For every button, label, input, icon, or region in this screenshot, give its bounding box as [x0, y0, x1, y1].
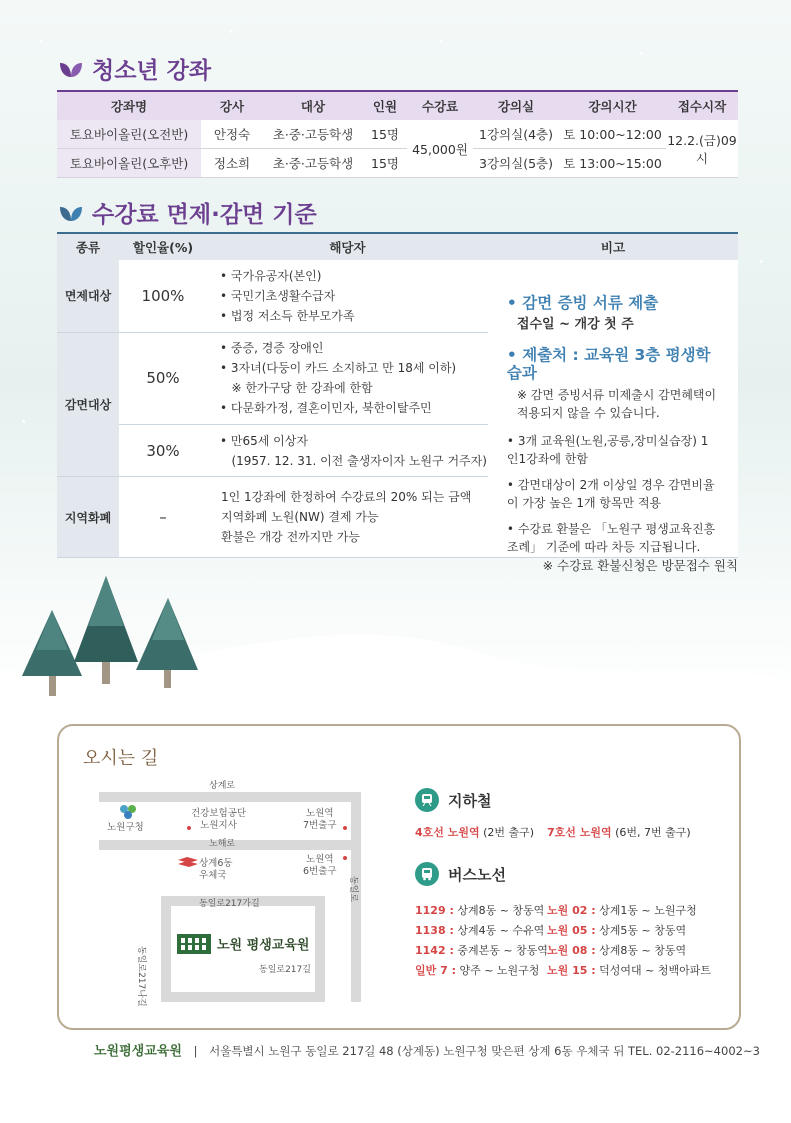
- road-label: 동일로217길: [259, 965, 311, 975]
- bus-heading: [415, 862, 506, 886]
- map-label-center: 노원 평생교육원: [217, 938, 310, 953]
- eligible-cell: [207, 260, 488, 332]
- table-header-row: [57, 233, 738, 260]
- bus-route: [415, 962, 539, 978]
- subway-title: 지하철: [448, 791, 492, 810]
- map-label-exit7: 노원역 7번출구: [303, 808, 337, 831]
- table-row: [57, 149, 738, 178]
- map-label-exit6: 노원역 6번출구: [303, 854, 337, 877]
- bus-number: 노원 08 :: [547, 944, 596, 957]
- col-header: 종류: [57, 233, 119, 260]
- note-line: 1인 1강좌에 한정하여 수강료의 20% 되는 금액: [221, 490, 472, 504]
- target: 초·중·고등학생: [263, 149, 363, 178]
- bus-path: 상계5동 ~ 창동역: [599, 924, 687, 937]
- road-label: 동일로: [348, 876, 358, 903]
- section-title-discount: [58, 196, 317, 229]
- table-header-row: [57, 91, 738, 120]
- directions-box: [57, 724, 741, 1030]
- bus-number: 일반 7 :: [415, 964, 456, 977]
- pine-trees-illustration: [18, 570, 198, 702]
- list-item: • 중증, 경증 장애인: [220, 341, 324, 356]
- subway-icon: [415, 788, 439, 812]
- list-item: • 3자녀(다둥이 카드 소지하고 만 18세 이하): [220, 361, 457, 376]
- remark-bullet: • 감면대상이 2개 이상일 경우 감면비율이 가장 높은 1개 항목만 적용: [506, 478, 715, 510]
- bus-path: 상계8동 ~ 창동역: [457, 904, 545, 917]
- remarks-cell: [488, 260, 738, 558]
- col-header: 해당자: [207, 233, 488, 260]
- category: 감면대상: [57, 332, 119, 477]
- category: 면제대상: [57, 260, 119, 332]
- snowflake: [640, 52, 643, 55]
- section-title-text: 수강료 면제·감면 기준: [92, 202, 317, 228]
- remark-subtitle: 접수일 ~ 개강 첫 주: [516, 317, 634, 332]
- bus-number: 1142 :: [415, 944, 454, 957]
- bus-number: 노원 15 :: [547, 964, 596, 977]
- subway-route: [415, 824, 534, 840]
- capacity: 15명: [363, 149, 407, 178]
- remark-title: • 제출처 : 교육원 3층 평생학습과: [506, 346, 711, 382]
- footer-address: 서울특별시 노원구 동일로 217길 48 (상계동) 노원구청 맞은편 상계 6동 우체국 뒤 TEL. 02-2116~4002~3: [209, 1044, 760, 1058]
- bus-route: [547, 902, 697, 918]
- list-item: (1957. 12. 31. 이전 출생자이자 노원구 거주자): [220, 453, 487, 468]
- bus-route: [415, 922, 544, 938]
- bus-title: 버스노선: [448, 865, 506, 884]
- location-dot: [187, 826, 191, 830]
- directions-title: 오시는 길: [83, 748, 159, 769]
- snowflake: [760, 260, 763, 263]
- local-currency-cell: [207, 477, 488, 558]
- remark-bullet: • 수강료 환불은 「노원구 평생교육진흥 조례」 기준에 따라 차등 지급됩니다.: [506, 522, 716, 554]
- bus-route: [415, 942, 548, 958]
- bus-number: 노원 02 :: [547, 904, 596, 917]
- bus-number: 노원 05 :: [547, 924, 596, 937]
- refund-note: ※ 수강료 환불신청은 방문접수 원칙: [542, 558, 738, 573]
- capacity: 15명: [363, 120, 407, 149]
- subway-route: [547, 824, 691, 840]
- note-line: 환불은 개강 전까지만 가능: [221, 530, 360, 544]
- road-label: 상계로: [209, 781, 236, 791]
- course-name: 토요바이올린(오후반): [57, 149, 201, 178]
- remarks: [489, 294, 737, 556]
- building-icon: [177, 932, 211, 954]
- road: [161, 992, 325, 1002]
- bus-number: 1129 :: [415, 904, 454, 917]
- bus-icon: [415, 862, 439, 886]
- location-dot: [343, 826, 347, 830]
- col-header: 인원: [363, 91, 407, 120]
- col-header: 할인율(%): [119, 233, 207, 260]
- footer: [94, 1040, 760, 1059]
- footer-org: 노원평생교육원: [94, 1044, 182, 1059]
- registration-start: 12.2.(금)09시: [666, 120, 738, 178]
- bus-path: 상계1동 ~ 노원구청: [599, 904, 697, 917]
- time: 토 10:00~12:00: [559, 120, 666, 149]
- gu-office-icon: [119, 804, 137, 820]
- list-item: • 다문화가정, 결혼이민자, 북한이탈주민: [220, 401, 432, 416]
- list-item: • 국민기초생활수급자: [220, 288, 336, 303]
- discount-rate: 50%: [119, 332, 207, 425]
- discount-rate: 30%: [119, 425, 207, 477]
- post-office-icon: [177, 856, 199, 870]
- bus-route: [547, 962, 711, 978]
- bus-path: 상계8동 ~ 창동역: [599, 944, 687, 957]
- room: 1강의실(4층): [473, 120, 559, 149]
- col-header: 접수시작: [666, 91, 738, 120]
- road-label: 동일로217가길: [199, 899, 260, 909]
- subway-heading: [415, 788, 491, 812]
- bus-route: [415, 902, 544, 918]
- category: 지역화폐: [57, 477, 119, 558]
- snowflake: [230, 30, 233, 33]
- bus-route: [547, 942, 686, 958]
- snowflake: [40, 40, 43, 43]
- leaf-icon: [58, 203, 84, 223]
- fee: 45,000원: [407, 120, 473, 178]
- map-label-gu-office: 노원구청: [107, 822, 144, 833]
- eligible-cell: [207, 425, 488, 477]
- subway-exit: (6번, 7번 출구): [615, 826, 691, 839]
- bus-route: [547, 922, 686, 938]
- road: [161, 896, 171, 1002]
- target: 초·중·고등학생: [263, 120, 363, 149]
- section-title-youth: [58, 52, 211, 85]
- road-label: 동일로217나길: [136, 946, 146, 1007]
- time: 토 13:00~15:00: [559, 149, 666, 178]
- remark-bullet: • 3개 교육원(노원,공릉,장미실습장) 1인1강좌에 한함: [506, 434, 709, 466]
- list-item: ※ 한가구당 한 강좌에 한함: [220, 381, 373, 396]
- room: 3강의실(5층): [473, 149, 559, 178]
- remark-note: ※ 감면 증빙서류 미제출시 감면혜택이 적용되지 않을 수 있습니다.: [516, 388, 717, 420]
- subway-exit: (2번 출구): [483, 826, 535, 839]
- col-header: 강사: [201, 91, 263, 120]
- bus-path: 중계본동 ~ 창동역: [457, 944, 548, 957]
- col-header: 강의시간: [559, 91, 666, 120]
- bus-number: 1138 :: [415, 924, 454, 937]
- subway-line: 7호선 노원역: [547, 826, 612, 839]
- snowflake: [440, 40, 443, 43]
- table-row: [57, 120, 738, 149]
- discount-rate: 100%: [119, 260, 207, 332]
- list-item: • 국가유공자(본인): [220, 268, 322, 283]
- teacher: 안정숙: [201, 120, 263, 149]
- table-row: [57, 260, 738, 332]
- eligible-cell: [207, 332, 488, 425]
- list-item: • 법정 저소득 한부모가족: [220, 308, 355, 323]
- note-line: 지역화폐 노원(NW) 결제 가능: [221, 510, 379, 524]
- road: [315, 896, 325, 1002]
- col-header: 비고: [488, 233, 738, 260]
- road: [99, 792, 361, 802]
- snowflake: [22, 420, 25, 423]
- map-label-nhis: 건강보험공단 노원지사: [191, 808, 247, 831]
- bus-path: 양주 ~ 노원구청: [459, 964, 540, 977]
- col-header: 강의실: [473, 91, 559, 120]
- location-dot: [343, 856, 347, 860]
- course-name: 토요바이올린(오전반): [57, 120, 201, 149]
- road-label: 노해로: [209, 839, 236, 849]
- section-title-text: 청소년 강좌: [92, 58, 212, 84]
- teacher: 정소희: [201, 149, 263, 178]
- bus-path: 덕성여대 ~ 청백아파트: [599, 964, 711, 977]
- col-header: 수강료: [407, 91, 473, 120]
- map-label-post-office: 상계6동 우체국: [199, 858, 233, 881]
- bus-path: 상계4동 ~ 수유역: [457, 924, 545, 937]
- youth-course-table: [57, 90, 738, 178]
- subway-line: 4호선 노원역: [415, 826, 480, 839]
- discount-rate: –: [119, 477, 207, 558]
- col-header: 대상: [263, 91, 363, 120]
- list-item: • 만65세 이상자: [220, 433, 308, 448]
- remark-title: • 감면 증빙 서류 제출: [506, 294, 659, 312]
- leaf-icon: [58, 59, 84, 79]
- discount-table: [57, 232, 738, 558]
- footer-separator: |: [193, 1044, 198, 1058]
- col-header: 강좌명: [57, 91, 201, 120]
